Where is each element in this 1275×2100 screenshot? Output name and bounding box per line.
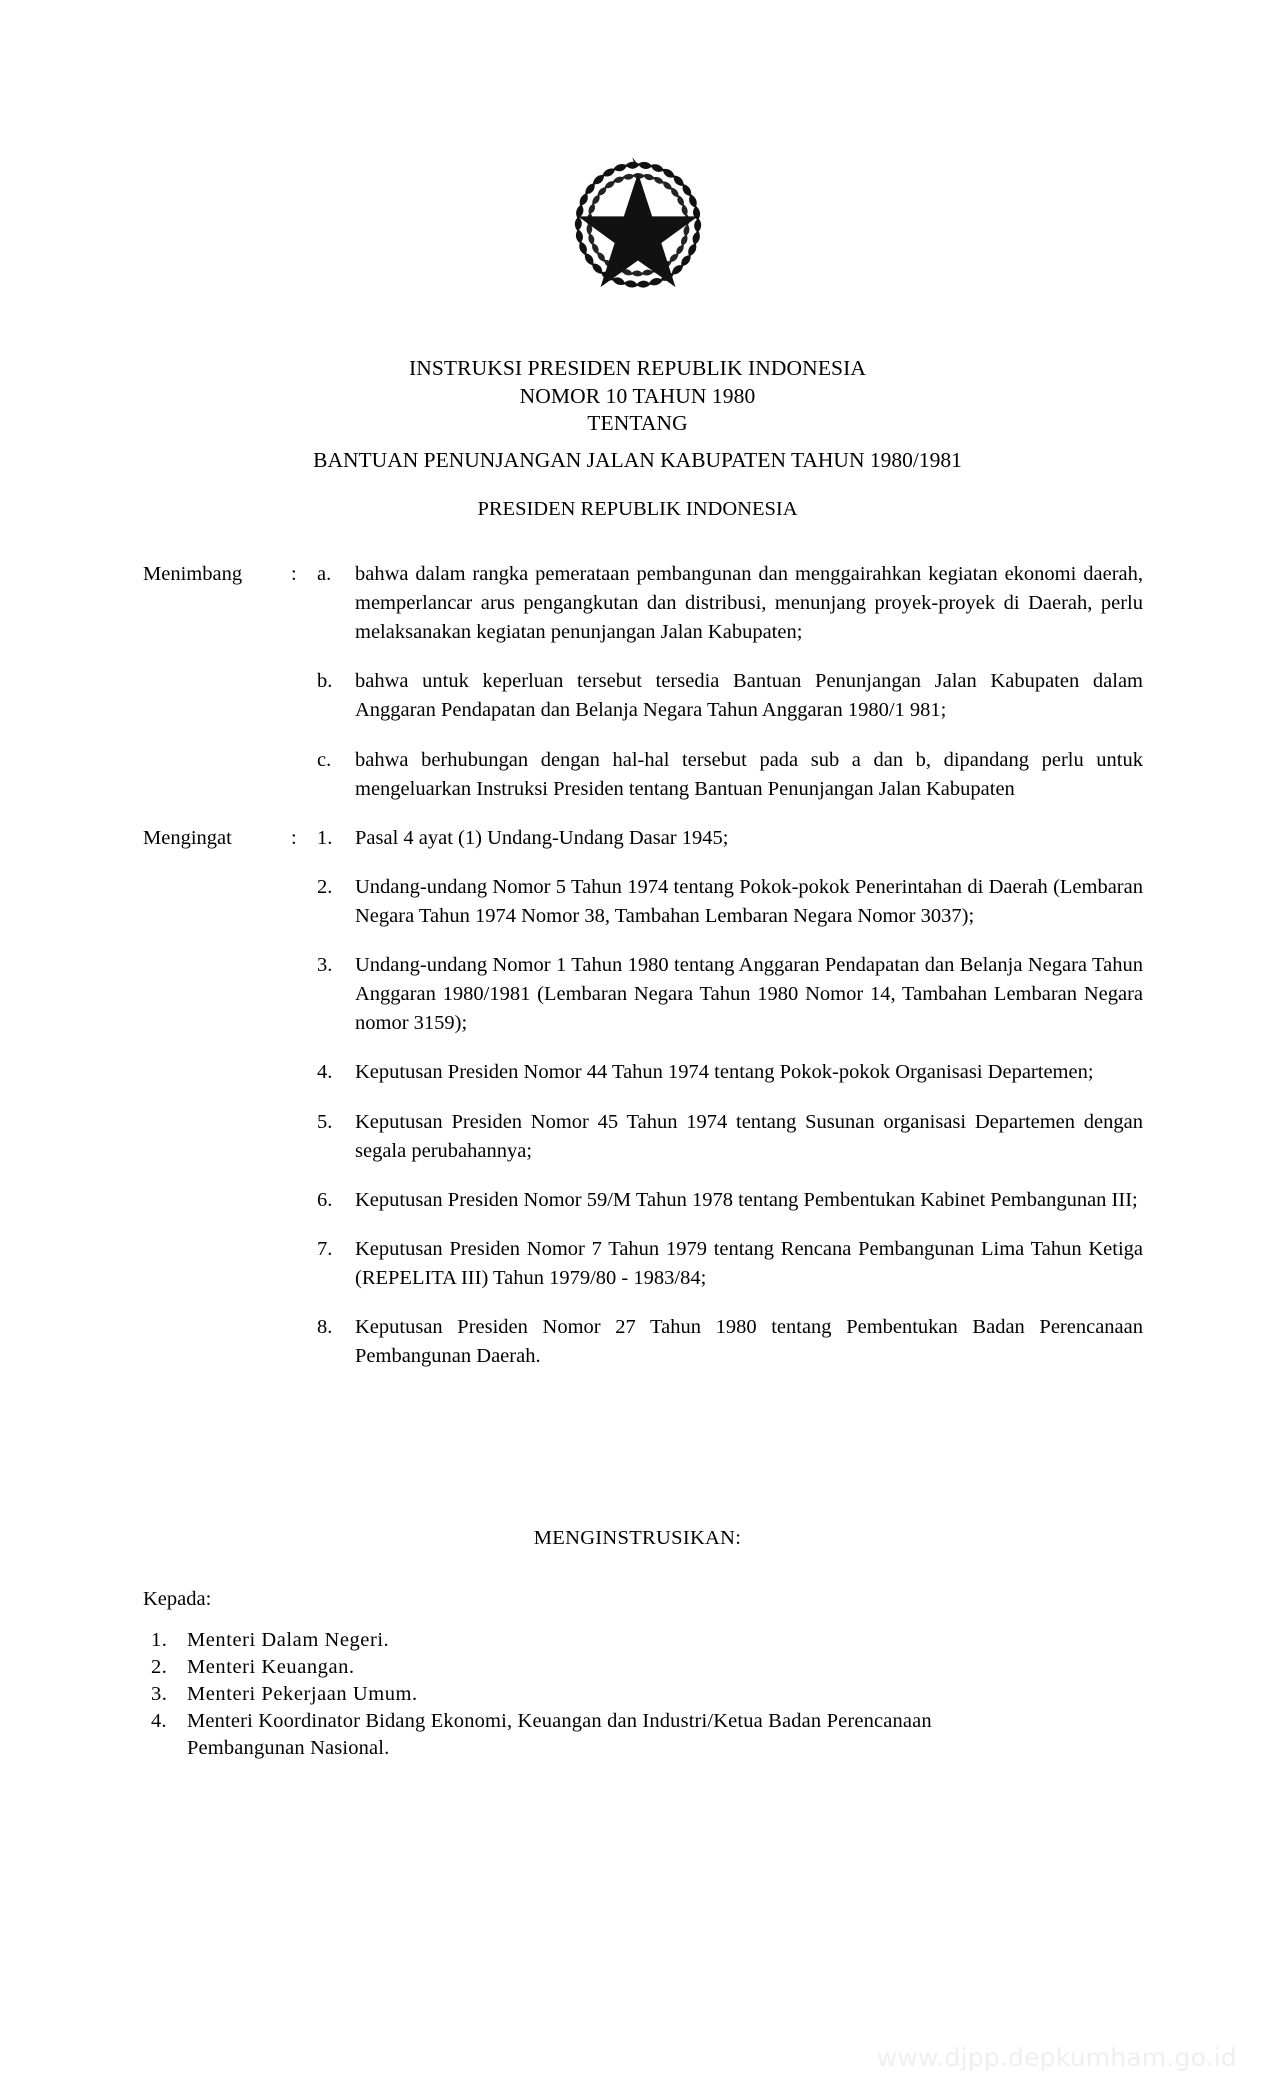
legal-basis-marker-2: 2.	[317, 875, 333, 898]
recipient-item-1	[143, 1627, 1143, 1654]
title-line-1: INSTRUKSI PRESIDEN REPUBLIK INDONESIA	[408, 356, 866, 380]
consideration-text-c: bahwa berhubungan dengan hal-hal tersebut pada sub a dan b, dipandang perlu untuk mengeluarkan Instruksi Presiden tentang Bantuan Penunjangan Jalan Kabupaten	[355, 748, 1143, 800]
legal-basis-item-8	[143, 1313, 1143, 1371]
recipient-text-2: Menteri Keuangan.	[187, 1656, 355, 1679]
legal-basis-marker-4: 4.	[317, 1061, 333, 1084]
issuing-authority: PRESIDEN REPUBLIK INDONESIA	[477, 498, 798, 520]
emblem-container	[0, 148, 1275, 298]
recipients-section	[143, 1588, 1143, 1762]
source-watermark: www.djpp.depkumham.go.id	[876, 2043, 1237, 2072]
document-title-block	[0, 355, 1275, 438]
consideration-text-b: bahwa untuk keperluan tersebut tersedia Bantuan Penunjangan Jalan Kabupaten dalam Anggaran Pendapatan dan Belanja Negara Tahun Anggaran 1980/1 981;	[355, 670, 1143, 722]
star-in-laurel-wreath-icon	[554, 148, 722, 298]
consideration-marker-c: c.	[317, 748, 332, 771]
instruct-heading: MENGINSTRUSIKAN:	[533, 1527, 742, 1549]
consideration-item-c	[143, 746, 1143, 804]
consideration-item-a	[143, 560, 1143, 647]
legal-basis-item-4	[143, 1058, 1143, 1087]
recipients-label: Kepada:	[143, 1588, 212, 1610]
legal-basis-label: Mengingat	[143, 826, 232, 849]
legal-basis-text-3: Undang-undang Nomor 1 Tahun 1980 tentang Anggaran Pendapatan dan Belanja Negara Tahun Anggaran 1980/1981 (Lembaran Negara Tahun 1980 Nomor 14, Tambahan Lembaran Negara nomor 3159);	[355, 954, 1143, 1035]
legal-basis-item-6	[143, 1186, 1143, 1215]
legal-basis-text-4: Keputusan Presiden Nomor 44 Tahun 1974 tentang Pokok-pokok Organisasi Departemen;	[355, 1061, 1094, 1084]
legal-basis-marker-5: 5.	[317, 1110, 333, 1133]
title-line-2: NOMOR 10 TAHUN 1980	[519, 383, 756, 408]
recipient-item-3	[143, 1681, 1143, 1708]
considerations-label: Menimbang	[143, 563, 243, 585]
consideration-marker-b: b.	[317, 670, 333, 693]
legal-basis-item-2	[143, 873, 1143, 931]
considerations-colon: :	[291, 563, 297, 585]
recipients-list	[143, 1627, 1143, 1762]
legal-basis-text-2: Undang-undang Nomor 5 Tahun 1974 tentang Pokok-pokok Penerintahan di Daerah (Lembaran Negara Tahun 1974 Nomor 38, Tambahan Lembaran Negara Nomor 3037);	[355, 875, 1143, 927]
legal-basis-marker-7: 7.	[317, 1237, 333, 1260]
document-body	[143, 560, 1143, 1391]
legal-basis-text-5: Keputusan Presiden Nomor 45 Tahun 1974 tentang Susunan organisasi Departemen dengan segala perubahannya;	[355, 1110, 1143, 1162]
consideration-text-a: bahwa dalam rangka pemerataan pembangunan dan menggairahkan kegiatan ekonomi daerah, memperlancar arus pengangkutan dan distribusi, menunjang proyek-proyek di Daerah, perlu melaksanakan kegiatan penunjangan Jalan Kabupaten;	[355, 563, 1143, 644]
legal-basis-text-8: Keputusan Presiden Nomor 27 Tahun 1980 tentang Pembentukan Badan Perencanaan Pembangunan Daerah.	[355, 1316, 1143, 1368]
recipient-marker-1: 1.	[151, 1629, 168, 1651]
legal-basis-item-5	[143, 1108, 1143, 1166]
recipient-text-4: Menteri Koordinator Bidang Ekonomi, Keuangan dan Industri/Ketua Badan Perencanaan Pembangunan Nasional.	[187, 1710, 932, 1760]
recipient-text-3: Menteri Pekerjaan Umum.	[187, 1683, 418, 1706]
recipient-item-4	[143, 1708, 1143, 1762]
title-line-3: TENTANG	[587, 411, 688, 436]
legal-basis-text-7: Keputusan Presiden Nomor 7 Tahun 1979 tentang Rencana Pembangunan Lima Tahun Ketiga (REPELITA III) Tahun 1979/80 - 1983/84;	[355, 1237, 1143, 1289]
consideration-item-b	[143, 667, 1143, 725]
legal-basis-item-3	[143, 951, 1143, 1038]
considerations-section	[143, 560, 1143, 804]
recipient-text-1: Menteri Dalam Negeri.	[187, 1629, 390, 1651]
legal-basis-item-1	[143, 824, 1143, 853]
legal-basis-item-7	[143, 1235, 1143, 1293]
legal-basis-text-1: Pasal 4 ayat (1) Undang-Undang Dasar 1945;	[355, 826, 729, 849]
consideration-marker-a: a.	[317, 563, 332, 585]
legal-basis-colon: :	[291, 826, 297, 849]
recipient-marker-3: 3.	[151, 1683, 168, 1706]
legal-basis-section	[143, 824, 1143, 1372]
document-subject: BANTUAN PENUNJANGAN JALAN KABUPATEN TAHUN 1980/1981	[313, 448, 962, 472]
legal-basis-marker-8: 8.	[317, 1316, 333, 1339]
recipient-marker-4: 4.	[151, 1710, 167, 1733]
legal-basis-marker-3: 3.	[317, 954, 333, 977]
recipient-marker-2: 2.	[151, 1656, 168, 1679]
recipient-item-2	[143, 1654, 1143, 1681]
legal-basis-marker-1: 1.	[317, 826, 333, 849]
legal-basis-marker-6: 6.	[317, 1188, 333, 1211]
legal-basis-text-6: Keputusan Presiden Nomor 59/M Tahun 1978 tentang Pembentukan Kabinet Pembangunan III;	[355, 1188, 1138, 1211]
